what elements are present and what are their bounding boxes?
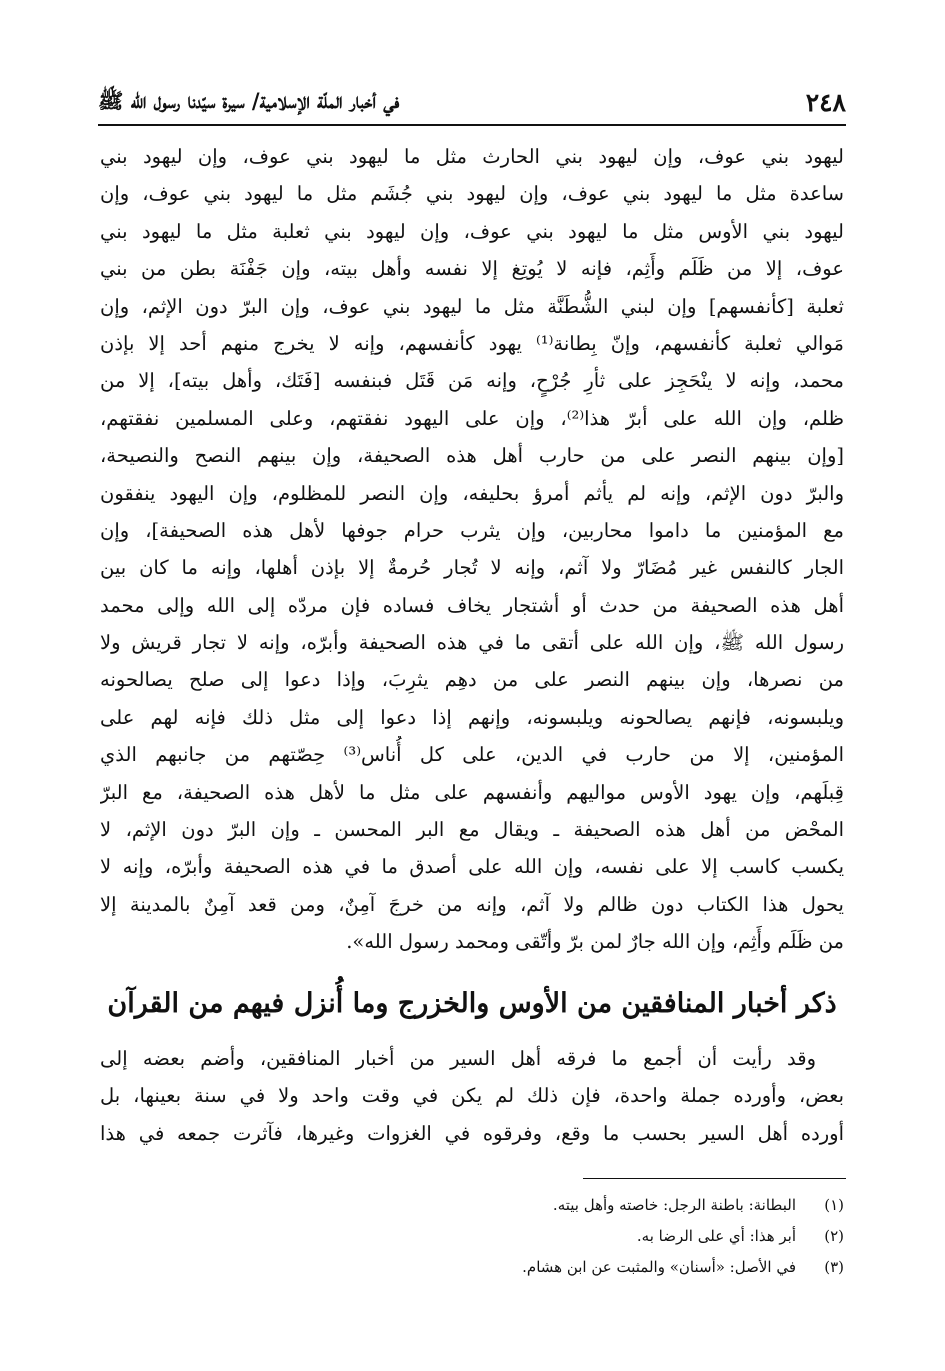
text-line: ليهود بني عوف، وإن ليهود بني الحارث مثل ما ليهود بني عوف، وإن ليهود بني — [100, 145, 844, 168]
header-rule — [98, 124, 846, 126]
text-line: ويلبسونه، فإنهم يصالحونه ويلبسونه، وإنهم إذا دعوا إلى مثل ذلك فإنه لهم على — [100, 705, 844, 729]
text-line: ساعدة مثل ما ليهود بني عوف، وإن ليهود بني جُشَم مثل ما ليهود بني عوف، وإن — [100, 182, 844, 206]
text-line: من ظَلَم وأَثِم، وإن الله جارٌ لمن برّ وأتّقى ومحمد رسول الله». — [346, 930, 844, 954]
section-heading: ذكر أخبار المنافقين من الأوس والخزرج وما أُنزل فيهم من القرآن — [107, 988, 837, 1019]
footnote — [100, 1221, 844, 1252]
page-number: ٢٤٨ — [805, 88, 846, 117]
text-line: مَوالي ثعلبة كأنفسهم، وإنّ بِطانة⁽¹⁾ يهود كأنفسهم، وإنه لا يخرج منهم أحد إلا بإذن — [100, 331, 844, 355]
footnote-number: (١) — [824, 1196, 844, 1214]
text-line: والبرّ دون الإثم، وإنه لم يأثم أمرؤ بحليفه، وإن النصر للمظلوم، وإن اليهود ينفقون — [100, 481, 844, 505]
text-line: [وإن بينهم النصر على من حارب أهل هذه الصحيفة، وإن بينهم النصح والنصيحة، — [100, 444, 844, 468]
text-line: المؤمنين، إلا من حارب في الدين، على كل أُناس⁽³⁾ حِصّتهم من جانبهم الذي — [100, 743, 844, 767]
footnote-text: أبر هذا: أي على الرضا به. — [636, 1227, 796, 1245]
footnote-number: (٣) — [824, 1258, 844, 1276]
footnote-number: (٢) — [824, 1227, 844, 1245]
footnote — [100, 1190, 844, 1221]
text-line: قِبلَهم، وإن يهود الأوس مواليهم وأنفسهم على مثل ما لأهل هذه الصحيفة، مع البرّ — [100, 780, 844, 804]
section-intro-text — [100, 1040, 844, 1152]
text-line: الجار كالنفس غير مُضَارّ ولا آثم، وإنه لا تُجار حُرمةٌ إلا بإذن أهلها، وإنه ما كان بين — [100, 556, 844, 580]
text-line: أهل هذه الصحيفة من حدث أو أشتجار يخاف فساده فإن مردّه إلى الله وإلى محمد — [100, 593, 844, 617]
footnote-text: البطانة: باطنة الرجل: خاصته وأهل بيته. — [552, 1196, 796, 1214]
running-header — [98, 82, 846, 122]
main-text — [100, 138, 844, 961]
text-line: وقد رأيت أن أجمع ما فرقه أهل السير من أخبار المنافقين، وأضم بعضه إلى — [100, 1047, 816, 1070]
footnote — [100, 1252, 844, 1283]
text-line: من نصرها، وإن بينهم النصر على من دهِم يثرِبَ، وإذا دعوا إلى صلح يصالحونه — [100, 668, 844, 692]
text-line: بعض، وأورده جملة واحدة، فإن ذلك لم يكن في وقت واحد ولا في سنة بعينها، بل — [100, 1084, 844, 1108]
running-title: في أخبار الملّة الإسلامية/ سيرة سيّدنا رسول الله ﷺ — [98, 88, 400, 113]
text-line: ثعلبة [كأنفسهم] وإن لبني الشُّطَنَّة مثل ما ليهود بني عوف، وإن البرّ دون الإثم، وإن — [100, 294, 844, 318]
footnotes — [100, 1190, 844, 1283]
footnote-rule — [583, 1178, 846, 1179]
text-line: يحول هذا الكتاب دون ظالم ولا آثم، وإنه من خرجَ آمِنٌ، ومن قعد آمِنٌ بالمدينة إلا — [100, 892, 844, 916]
text-line: مع المؤمنين ما داموا محاربين، وإن يثرب حرام جوفها لأهل هذه الصحيفة]، وإن — [100, 518, 844, 542]
text-line: ظلم، وإن الله على أبرّ هذا⁽²⁾، وإن على اليهود نفقتهم، وعلى المسلمين نفقتهم، — [100, 406, 844, 430]
text-line: عوف، إلا من ظَلَم وأَثِم، فإنه لا يُوتِغ إلا نفسه وأهل بيته، وإن جَفْنَة بطن من بني — [100, 257, 844, 281]
footnote-text: في الأصل: «أسنان» والمثبت عن ابن هشام. — [522, 1258, 796, 1276]
text-line: يكسب كاسب إلا على نفسه، وإن الله على أصدق ما في هذه الصحيفة وأبرّه، وإنه لا — [100, 855, 844, 879]
text-line: ليهود بني الأوس مثل ما ليهود بني عوف، وإن ليهود بني ثعلبة مثل ما ليهود بني — [100, 219, 844, 243]
text-line: المحْض من أهل هذه الصحيفة ـ ويقال مع البر المحسن ـ وإن البرّ دون الإثم، لا — [100, 818, 844, 842]
text-line: رسول الله ﷺ، وإن الله على أتقى ما في هذه الصحيفة وأبرّه، وإنه لا تجار قريش ولا — [100, 631, 844, 655]
text-line: محمد، وإنه لا ينْحَجِز على ثأرِ جُرْحٍ، وإنه مَن قَتَل فبنفسه [فَتَك، وأهل بيته]، إلا من — [100, 369, 844, 393]
text-line: أورده أهل السير بحسب ما وقع، وفرقوه في الغزوات وغيرها، فآثرت جمعه في هذا — [100, 1121, 844, 1145]
